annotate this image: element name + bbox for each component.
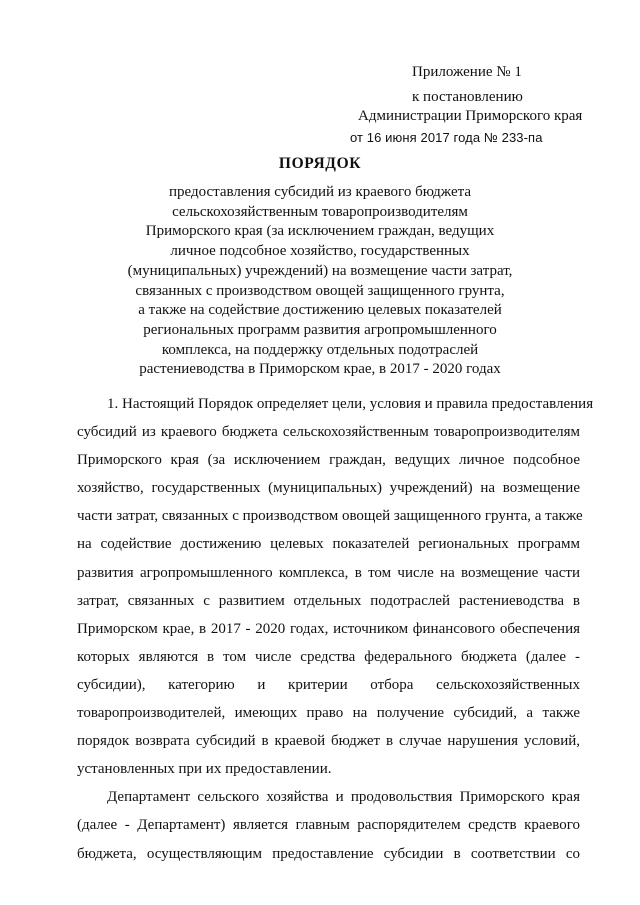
paragraph-line: затрат, связанных с развитием отдельных подотраслей растениеводства в <box>77 592 580 609</box>
subtitle-line: личное подсобное хозяйство, государственных <box>170 243 470 260</box>
decree-date-number: от 16 июня 2017 года № 233-па <box>350 130 543 145</box>
paragraph-line: развития агропромышленного комплекса, в том числе на возмещение части <box>77 564 580 581</box>
subtitle-line: региональных программ развития агропромышленного <box>143 321 497 338</box>
paragraph-line: (далее - Департамент) является главным распорядителем средств краевого <box>77 817 580 834</box>
paragraph-line: установленных при их предоставлении. <box>77 761 332 778</box>
paragraph-line: Приморского края (за исключением граждан, ведущих личное подсобное <box>77 452 580 469</box>
subtitle-line: комплекса, на поддержку отдельных подотраслей <box>161 341 479 358</box>
subtitle-line: связанных с производством овощей защищенного грунта, <box>135 282 505 299</box>
paragraph-line: части затрат, связанных с производством овощей защищенного грунта, а также <box>77 508 583 525</box>
paragraph-line: 1. Настоящий Порядок определяет цели, условия и правила предоставления <box>107 396 594 412</box>
appendix-authority: Администрации Приморского края <box>358 108 583 124</box>
paragraph-line: Приморском крае, в 2017 - 2020 годах, источником финансового обеспечения <box>77 620 580 637</box>
paragraph-1 <box>77 393 594 786</box>
subtitle-line: Приморского края (за исключением граждан, ведущих <box>145 223 495 240</box>
subtitle-line: а также на содействие достижению целевых показателей <box>138 302 502 319</box>
subtitle-line: растениеводства в Приморском крае, в 2017 - 2020 годах <box>139 361 501 378</box>
paragraph-line: порядок возврата субсидий в краевой бюджет в случае нарушения условий, <box>77 733 580 750</box>
appendix-number: Приложение № 1 <box>412 64 522 80</box>
subtitle-line: предоставления субсидий из краевого бюджета <box>168 184 472 200</box>
paragraph-line: субсидии), категорию и критерии отбора сельскохозяйственных <box>77 676 580 693</box>
appendix-to: к постановлению <box>412 89 523 105</box>
document-title: ПОРЯДОК <box>278 155 362 172</box>
subtitle-line: (муниципальных) учреждений) на возмещение части затрат, <box>127 262 513 279</box>
document-body <box>77 393 594 871</box>
paragraph-line: хозяйство, государственных (муниципальных) учреждений) на возмещение <box>77 480 580 497</box>
paragraph-line: Департамент сельского хозяйства и продовольствия Приморского края <box>107 789 580 806</box>
paragraph-line: субсидий из краевого бюджета сельскохозяйственным товаропроизводителям <box>77 424 580 441</box>
document-subtitle <box>80 183 560 380</box>
paragraph-line: которых являются в том числе средства федерального бюджета (далее - <box>77 648 580 665</box>
paragraph-line: бюджета, осуществляющим предоставление субсидии в соответствии со <box>77 845 580 862</box>
paragraph-2 <box>77 786 580 870</box>
paragraph-line: на содействие достижению целевых показателей региональных программ <box>77 536 580 553</box>
subtitle-line: сельскохозяйственным товаропроизводителям <box>172 203 468 220</box>
paragraph-line: товаропроизводителей, имеющих право на получение субсидий, а также <box>77 705 580 722</box>
